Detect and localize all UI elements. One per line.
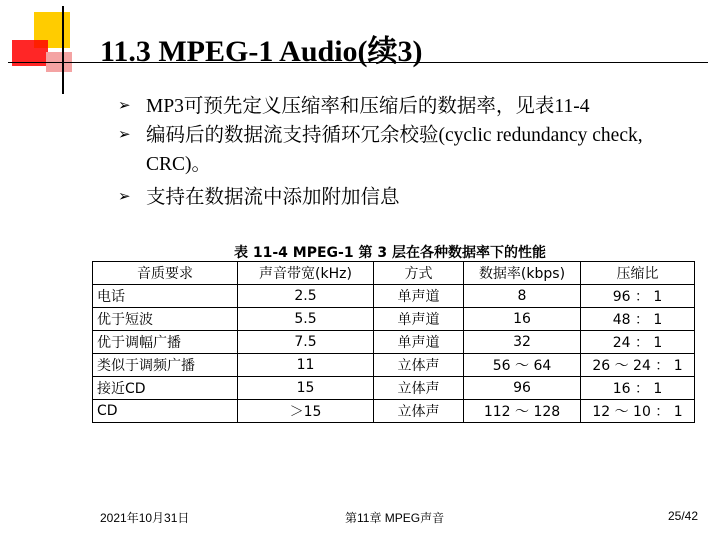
table-body	[93, 285, 695, 423]
table-cell: 单声道	[374, 308, 464, 331]
table-row	[93, 308, 695, 331]
table-cell: 15	[238, 377, 374, 400]
table-cell: 优于调幅广播	[93, 331, 238, 354]
bullet-list	[118, 92, 698, 212]
table-cell: 96 ： 1	[581, 285, 695, 308]
table-cell: 12 ～ 10 ： 1	[581, 400, 695, 423]
table-cell: 优于短波	[93, 308, 238, 331]
table-cell: 56 ～ 64	[464, 354, 581, 377]
table-row	[93, 377, 695, 400]
table-cell: CD	[93, 400, 238, 423]
table-row	[93, 354, 695, 377]
bullet-text: 支持在数据流中添加附加信息	[146, 187, 400, 208]
table-cell: 11	[238, 354, 374, 377]
table-header-cell: 压缩比	[581, 262, 695, 285]
table-cell: 接近CD	[93, 377, 238, 400]
table-row	[93, 331, 695, 354]
table-cell: 单声道	[374, 331, 464, 354]
table-cell: ＞15	[238, 400, 374, 423]
decor-vertical-line	[62, 6, 64, 94]
table-cell: 单声道	[374, 285, 464, 308]
table-cell: 立体声	[374, 354, 464, 377]
table-cell: 26 ～ 24 ： 1	[581, 354, 695, 377]
footer-date: 2021年10月31日	[100, 511, 190, 525]
table-cell: 96	[464, 377, 581, 400]
table-header-cell: 声音带宽(kHz)	[238, 262, 374, 285]
table-cell: 5.5	[238, 308, 374, 331]
bullet-item	[118, 92, 698, 121]
arrow-bullet-icon: ➢	[118, 127, 131, 143]
bullet-text: 编码后的数据流支持循环冗余校验(cyclic redundancy check, CRC)。	[146, 125, 643, 175]
table-row	[93, 400, 695, 423]
table-cell: 类似于调频广播	[93, 354, 238, 377]
table-cell: 24 ： 1	[581, 331, 695, 354]
arrow-bullet-icon: ➢	[118, 98, 131, 114]
table-header-cell: 方式	[374, 262, 464, 285]
slide-title: 11.3 MPEG-1 Audio(续3)	[100, 35, 423, 68]
bullet-text: MP3可预先定义压缩率和压缩后的数据率，见表11-4	[146, 96, 590, 117]
table-cell: 48 ： 1	[581, 308, 695, 331]
table-cell: 16 ： 1	[581, 377, 695, 400]
table-caption: 表 11-4 MPEG-1 第 3 层在各种数据率下的性能	[234, 245, 546, 261]
table-header-row	[93, 262, 695, 285]
footer-chapter: 第11章 MPEG声音	[345, 511, 445, 525]
arrow-bullet-icon: ➢	[118, 189, 131, 205]
table-cell: 7.5	[238, 331, 374, 354]
table-cell: 立体声	[374, 400, 464, 423]
table-cell: 32	[464, 331, 581, 354]
footer-page-number: 25/42	[667, 509, 698, 523]
table-row	[93, 285, 695, 308]
table-cell: 16	[464, 308, 581, 331]
table-header-cell: 音质要求	[93, 262, 238, 285]
bullet-item	[118, 183, 698, 212]
table-cell: 电话	[93, 285, 238, 308]
table-cell: 立体声	[374, 377, 464, 400]
performance-table	[92, 261, 695, 423]
bullet-item	[118, 121, 698, 179]
table-header-cell: 数据率(kbps)	[464, 262, 581, 285]
table-cell: 2.5	[238, 285, 374, 308]
table-cell: 8	[464, 285, 581, 308]
table-cell: 112 ～ 128	[464, 400, 581, 423]
